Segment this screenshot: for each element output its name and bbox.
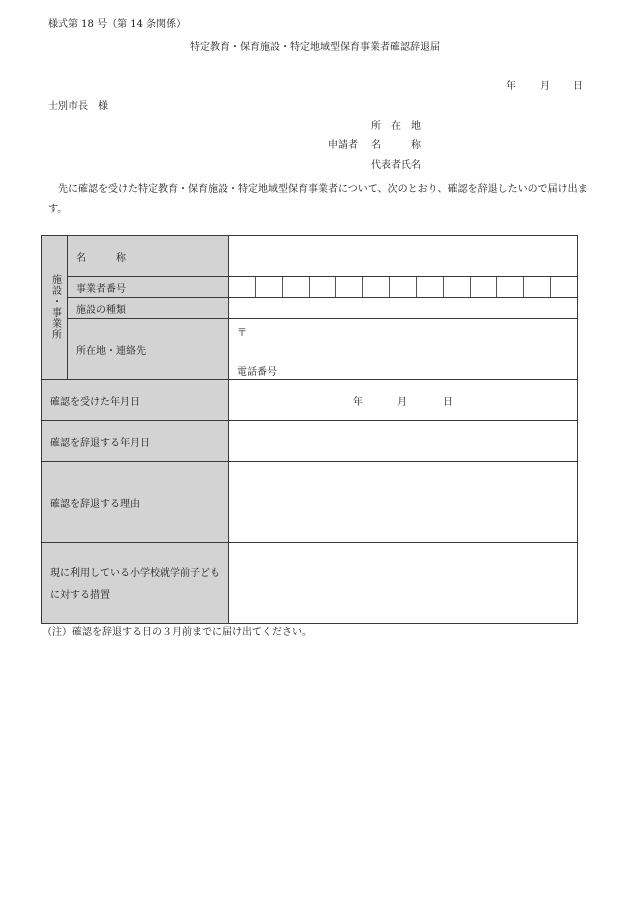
date-year: 年 <box>506 81 516 92</box>
body-text: 先に確認を受けた特定教育・保育施設・特定地域型保育事業者について、次のとおり、確認を辞退したいので届け出ます。 <box>48 184 588 215</box>
address-field[interactable] <box>229 319 578 380</box>
row-confirmed-date <box>42 380 578 421</box>
date-day: 日 <box>573 81 583 92</box>
reason-label: 確認を辞退する理由 <box>42 462 229 543</box>
confirmed-month: 月 <box>397 397 407 408</box>
facility-group-label: 施設・事業所 <box>49 274 61 340</box>
number-field[interactable] <box>229 277 578 298</box>
address-label: 所在地・連絡先 <box>68 319 229 380</box>
applicant-location-label: 所 在 地 <box>371 121 421 132</box>
facility-group-cell <box>42 236 68 380</box>
footnote: （注）確認を辞退する日の３月前までに届け出てください。 <box>42 627 312 638</box>
form-title: 特定教育・保育施設・特定地域型保育事業者確認辞退届 <box>190 42 440 53</box>
row-address <box>42 319 578 380</box>
number-label: 事業者番号 <box>68 277 229 298</box>
confirmed-date-label: 確認を受けた年月日 <box>42 380 229 421</box>
reason-field[interactable] <box>229 462 578 543</box>
name-field[interactable] <box>229 236 578 277</box>
phone-label: 電話番号 <box>237 367 277 378</box>
addressee: 士別市長 様 <box>48 101 108 112</box>
confirmed-year: 年 <box>353 397 363 408</box>
applicant-label: 申請者 <box>328 140 358 151</box>
date-month: 月 <box>540 81 550 92</box>
name-label: 名 称 <box>68 236 229 277</box>
withdraw-date-field[interactable] <box>229 421 578 462</box>
type-field[interactable] <box>229 298 578 319</box>
row-reason <box>42 462 578 543</box>
withdrawal-form-table <box>41 235 578 624</box>
postal-mark: 〒 <box>237 328 247 339</box>
confirmed-day: 日 <box>443 397 453 408</box>
withdraw-date-label: 確認を辞退する年月日 <box>42 421 229 462</box>
measures-label: 現に利用している小学校就学前子ども に対する措置 <box>42 543 229 624</box>
row-number <box>42 277 578 298</box>
applicant-representative-label: 代表者氏名 <box>371 160 421 171</box>
row-name <box>42 236 578 277</box>
confirmed-date-field[interactable] <box>229 380 578 421</box>
type-label: 施設の種類 <box>68 298 229 319</box>
row-withdraw-date <box>42 421 578 462</box>
measures-field[interactable] <box>229 543 578 624</box>
form-number: 様式第 18 号（第 14 条関係） <box>48 19 187 30</box>
row-type <box>42 298 578 319</box>
applicant-name-label: 名 称 <box>371 140 421 151</box>
row-measures <box>42 543 578 624</box>
number-digit-boxes <box>229 277 577 297</box>
